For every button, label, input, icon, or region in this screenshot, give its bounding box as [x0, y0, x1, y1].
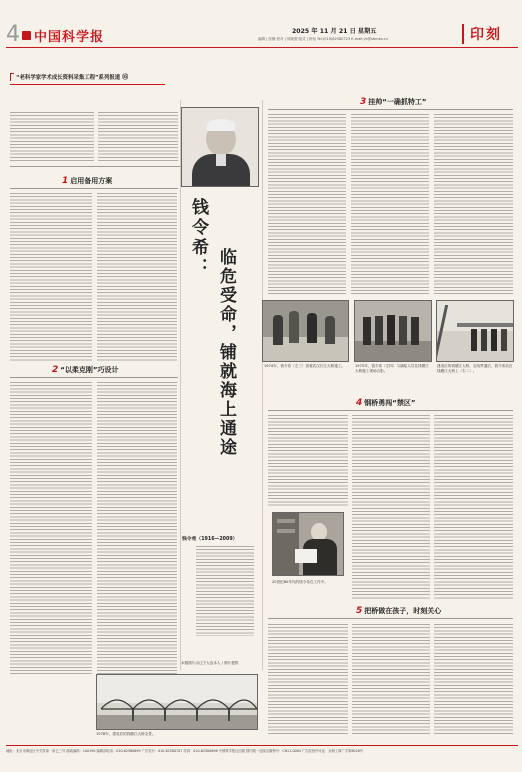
section-3-text-col2	[351, 114, 429, 294]
column-rule-1	[180, 100, 181, 670]
photo-2-caption: 1975年，钱令希（左四）与测绘人员在钱塘江大桥施工现场合影。	[355, 364, 429, 373]
bio-text	[196, 546, 254, 636]
photo-5-bridge	[96, 674, 258, 730]
section-2-title: 2 “以柔克刚”巧设计	[52, 365, 119, 375]
intro-text-2	[98, 112, 178, 162]
section-5-text-col3	[434, 624, 513, 736]
section-1-title: 1 启用备用方案	[62, 176, 113, 186]
section-2-text-col1	[10, 382, 92, 674]
intro-rule	[10, 166, 180, 167]
column-rule-2	[262, 100, 263, 670]
section-3-title: 3 挂帅“一确抓特工”	[360, 97, 427, 107]
section-name: 印刻	[470, 27, 502, 43]
section-2-underline	[10, 377, 178, 378]
section-5-title: 5 把桥做在孩子，时刻关心	[356, 606, 442, 616]
section-3-text-col1	[268, 114, 346, 294]
section-4-title: 4 钢桥勇闯“禁区”	[356, 398, 416, 408]
section-4-text-col1	[268, 415, 348, 507]
photo-5-caption: 1978年，建成后的钱塘江大桥全景。	[96, 732, 156, 736]
section-3-text-col3	[434, 114, 513, 294]
editor-line: 编辑 | 张楠 校对 | 何晓燕 版式 | 杨怡 Tel:(010)62580723 E-mail:yk@stimes.cn	[258, 37, 388, 41]
series-number: ㉟	[122, 74, 129, 81]
section-divider	[462, 24, 464, 44]
date-line: 2025 年 11 月 21 日 星期五	[292, 28, 377, 35]
section-1-text-col1	[10, 193, 92, 361]
section-4-text-col3	[434, 415, 513, 600]
section-2-text-col2	[97, 382, 177, 674]
section-5-text-col2	[352, 624, 430, 736]
section-5-text-col1	[268, 624, 348, 736]
headline-name: 钱令希：	[188, 198, 208, 278]
bridge-trusses	[97, 675, 258, 730]
series-banner	[10, 72, 128, 81]
footer-info: 地址：北京市海淀区中关村南一条乙三号 邮政编码：100190 编辑部电话：010-62580699 广告发行：010-62580707 传真：010-62580696 中国科学报社出版 国内统一连续出版物号：CN11-0084 广告经营许可证：京海工商广字第8026号	[6, 749, 364, 753]
photo-3	[436, 300, 514, 362]
section-1-text-col2	[97, 193, 177, 361]
header-rule	[6, 47, 518, 48]
banner-underline	[10, 84, 165, 85]
photo-4-caption: 20世纪80年代的钱令希在工作中。	[272, 580, 328, 584]
bio-name: 钱令希（1916—2009）	[182, 537, 238, 542]
portrait-collar	[216, 154, 226, 166]
section-1-underline	[10, 188, 178, 189]
section-5-underline	[268, 618, 513, 619]
photo-1	[262, 300, 349, 362]
photo-3-caption: 建成后的钱塘江大桥，全线贯通后，钱令希站在钱塘江大桥上（右二）。	[437, 364, 513, 373]
bio-credit: 本版图片由辽宁大连本人 / 图片提供	[181, 661, 239, 665]
page-number: 4	[6, 22, 20, 47]
section-4-text-col2	[352, 415, 430, 600]
paper-name: 中国科学报	[34, 30, 105, 45]
newspaper-logo	[22, 26, 104, 45]
portrait-hair	[207, 119, 235, 131]
portrait-photo	[181, 107, 259, 187]
series-title: “老科学家学术成长资料采集工程”系列报道	[16, 74, 121, 81]
logo-seal-icon	[22, 31, 31, 40]
footer-rule	[6, 745, 518, 746]
photo-4	[272, 512, 344, 576]
section-4-underline	[268, 410, 513, 411]
photo-2	[354, 300, 432, 362]
section-3-underline	[268, 109, 513, 110]
intro-text	[10, 112, 94, 162]
photo-1-caption: 1974年，钱令希（左三）查看武汉长江大桥施工。	[264, 364, 346, 368]
banner-bracket-icon	[10, 73, 14, 81]
headline-main: 临危受命，铺就海上通途	[216, 248, 236, 457]
